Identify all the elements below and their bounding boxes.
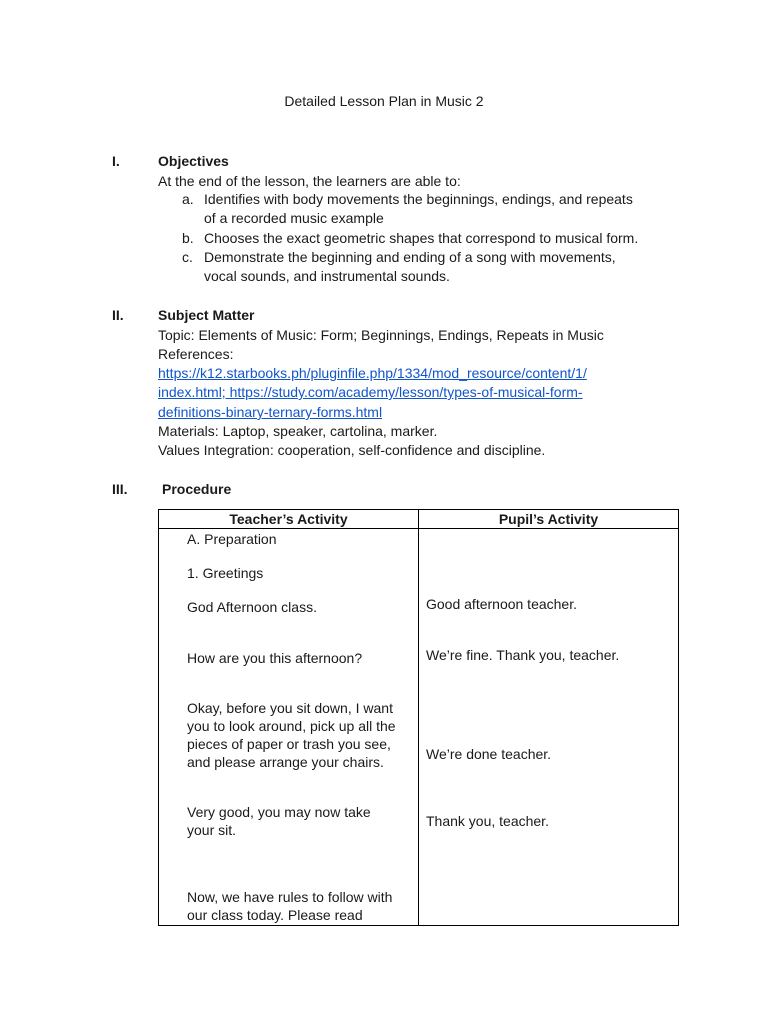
pupil-line-thank-you: Thank you, teacher. <box>426 813 549 829</box>
text-line: Very good, you may now take <box>187 804 371 820</box>
pupil-line-done: We’re done teacher. <box>426 746 552 762</box>
reference-link-line-3[interactable]: definitions-binary-ternary-forms.html <box>158 404 383 420</box>
subject-materials: Materials: Laptop, speaker, cartolina, marker. <box>158 423 438 439</box>
text-line: you to look around, pick up all the <box>187 718 396 734</box>
section-heading-subject-matter: Subject Matter <box>158 307 255 323</box>
subject-values: Values Integration: cooperation, self-confidence and discipline. <box>158 442 546 458</box>
text-line: Okay, before you sit down, I want <box>187 700 393 716</box>
objectives-intro: At the end of the lesson, the learners are able to: <box>158 173 461 189</box>
text-line: your sit. <box>187 822 237 838</box>
pupil-activity-cell <box>419 529 679 926</box>
objective-marker-c: c. <box>182 249 193 265</box>
text-line: Now, we have rules to follow with <box>187 889 393 905</box>
text-line: our class today. Please read <box>187 907 363 923</box>
greetings-heading: 1. Greetings <box>187 565 264 581</box>
objective-marker-a: a. <box>182 191 194 207</box>
teacher-activity-header: Teacher’s Activity <box>159 510 419 529</box>
section-heading-objectives: Objectives <box>158 153 229 169</box>
teacher-activity-cell <box>159 529 419 926</box>
objective-c-line-2: vocal sounds, and instrumental sounds. <box>204 268 450 284</box>
document-title: Detailed Lesson Plan in Music 2 <box>284 93 484 109</box>
text-line: pieces of paper or trash you see, <box>187 736 391 752</box>
section-number-subject-matter: II. <box>112 307 124 323</box>
objective-marker-b: b. <box>182 230 194 246</box>
teacher-line-take-sit <box>187 803 417 839</box>
procedure-table <box>158 509 679 926</box>
pupil-line-greeting: Good afternoon teacher. <box>426 596 577 612</box>
reference-link-line-2[interactable]: index.html; https://study.com/academy/lesson/types-of-musical-form- <box>158 384 583 400</box>
teacher-line-rules <box>187 888 417 924</box>
teacher-line-how-are-you: How are you this afternoon? <box>187 650 363 666</box>
objective-b-line-1: Chooses the exact geometric shapes that correspond to musical form. <box>204 230 639 246</box>
section-number-procedure: III. <box>112 481 128 497</box>
objective-a-line-1: Identifies with body movements the beginnings, endings, and repeats <box>204 191 633 207</box>
objective-a-line-2: of a recorded music example <box>204 210 384 226</box>
section-heading-procedure: Procedure <box>162 481 232 497</box>
section-number-objectives: I. <box>112 153 120 169</box>
pupil-activity-header: Pupil’s Activity <box>419 510 679 529</box>
subject-topic: Topic: Elements of Music: Form; Beginnings, Endings, Repeats in Music <box>158 327 604 343</box>
text-line: and please arrange your chairs. <box>187 754 384 770</box>
references-label: References: <box>158 346 234 362</box>
reference-link-line-1[interactable]: https://k12.starbooks.ph/pluginfile.php/1334/mod_resource/content/1/ <box>158 365 587 381</box>
teacher-line-arrange-chairs <box>187 699 417 771</box>
preparation-heading: A. Preparation <box>187 531 277 547</box>
teacher-line-greeting: God Afternoon class. <box>187 599 317 615</box>
objective-c-line-1: Demonstrate the beginning and ending of a song with movements, <box>204 249 616 265</box>
pupil-line-fine: We’re fine. Thank you, teacher. <box>426 647 620 663</box>
